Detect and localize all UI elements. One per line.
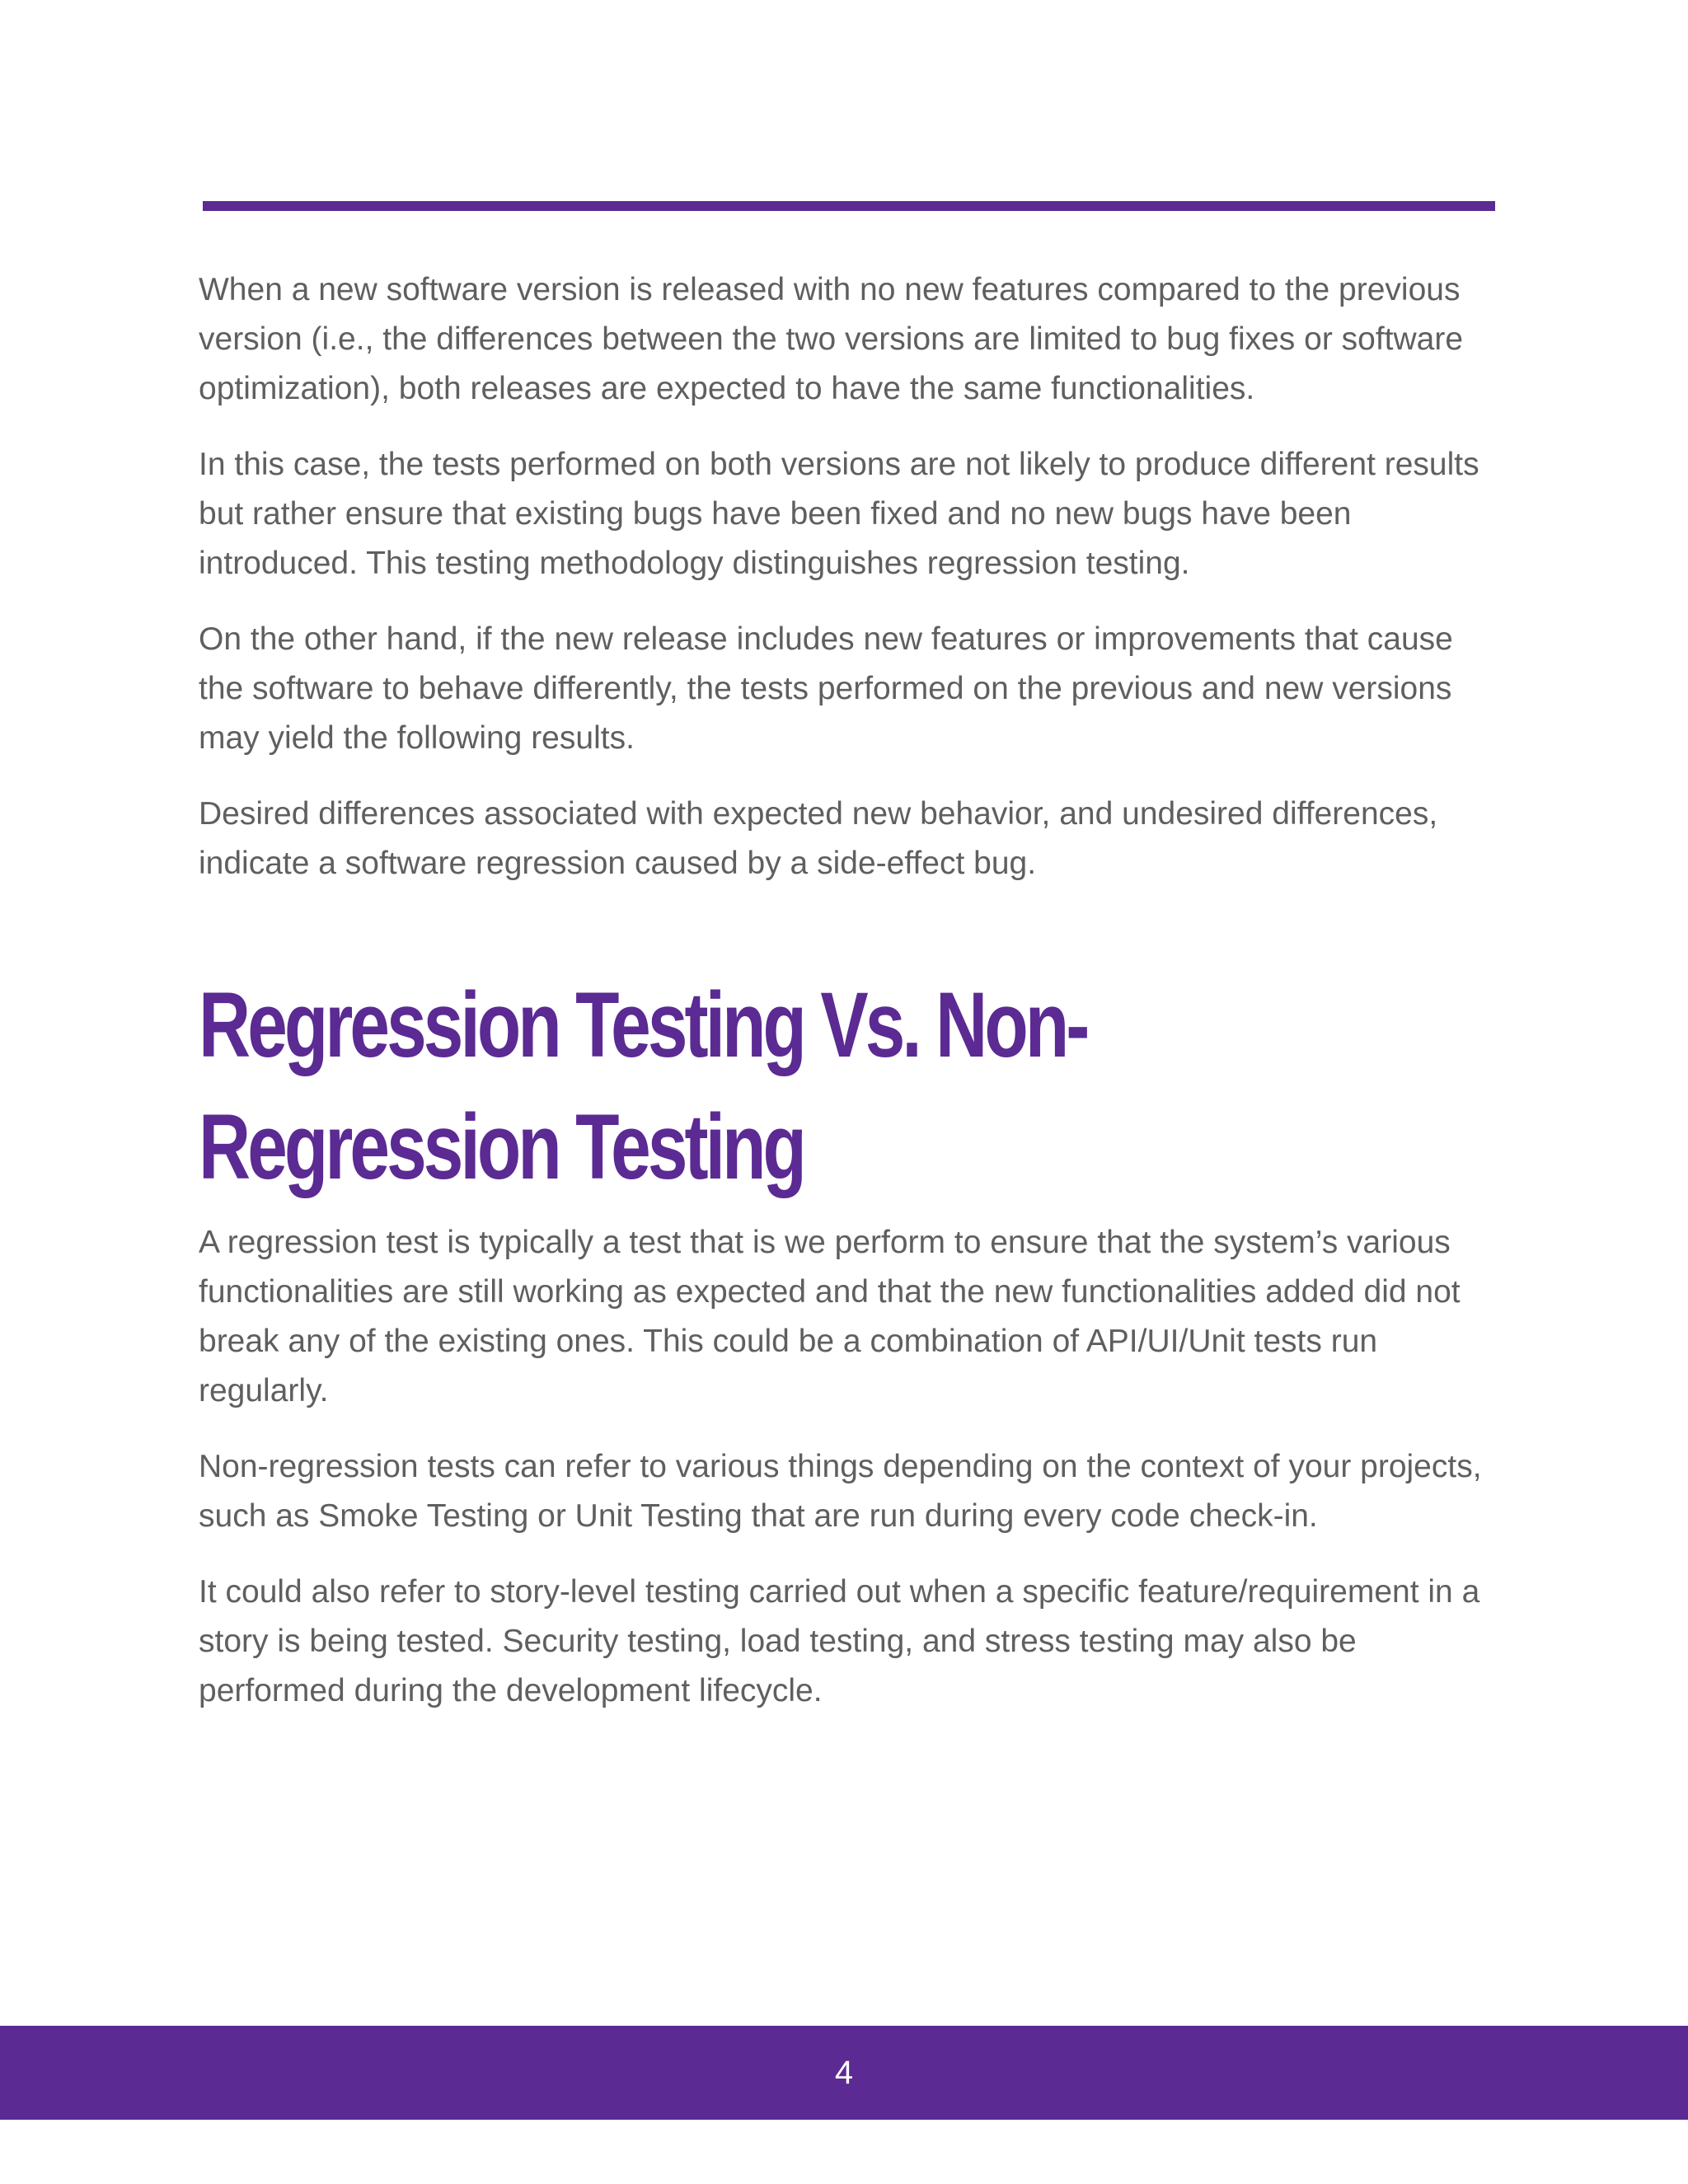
section-paragraph: A regression test is typically a test that is we perform to ensure that the system’s various functionalities are still working as expected and that the new functionalities added did not break any of the existing ones. This could be a combination of API/UI/Unit tests run regularly. bbox=[199, 1225, 1461, 1408]
intro-paragraph: On the other hand, if the new release includes new features or improvements that cause the software to behave differently, the tests performed on the previous and new versions may yield the following results. bbox=[199, 621, 1453, 756]
page-footer-bar bbox=[0, 2026, 1688, 2120]
section-paragraph: It could also refer to story-level testing carried out when a specific feature/requirement in a story is being tested. Security testing, load testing, and stress testing may also be performed during the development lifecycle. bbox=[199, 1574, 1480, 1708]
top-divider-rule bbox=[203, 201, 1495, 211]
section-heading: Regression Testing Vs. Non-Regression Testing bbox=[199, 973, 1087, 1198]
page-number: 4 bbox=[834, 2054, 854, 2091]
page-content bbox=[199, 265, 1501, 1742]
intro-paragraph: In this case, the tests performed on both versions are not likely to produce different results but rather ensure that existing bugs have been fixed and no new bugs have been introduced. This testing methodology distinguishes regression testing. bbox=[199, 447, 1479, 581]
intro-paragraph: Desired differences associated with expected new behavior, and undesired differences, indicate a software regression caused by a side-effect bug. bbox=[199, 796, 1438, 881]
section-paragraph: Non-regression tests can refer to various things depending on the context of your projects, such as Smoke Testing or Unit Testing that are run during every code check-in. bbox=[199, 1449, 1482, 1534]
intro-paragraph: When a new software version is released with no new features compared to the previous version (i.e., the differences between the two versions are limited to bug fixes or software optimization), both releases are expected to have the same functionalities. bbox=[199, 272, 1464, 406]
